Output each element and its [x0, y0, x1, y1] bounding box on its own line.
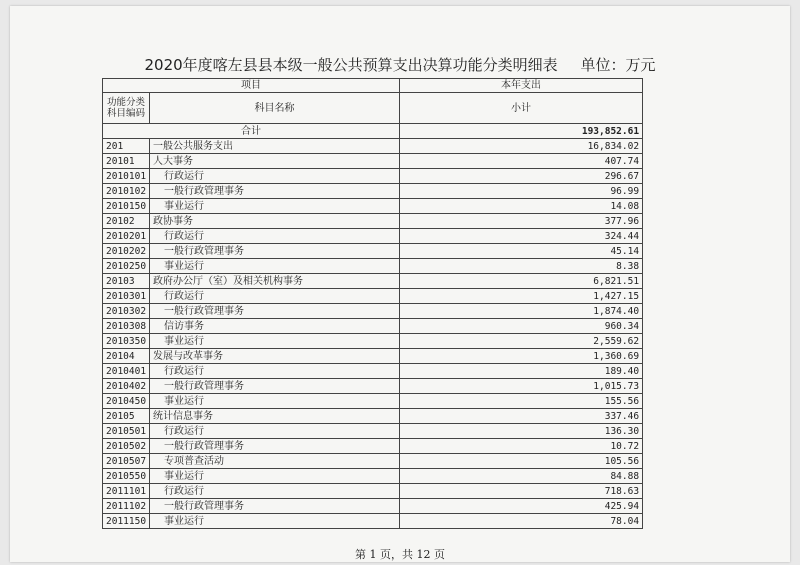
row-amount: 105.56	[400, 454, 643, 469]
row-name: 事业运行	[150, 259, 400, 274]
row-amount: 1,427.15	[400, 289, 643, 304]
row-amount: 425.94	[400, 499, 643, 514]
row-name: 一般公共服务支出	[150, 139, 400, 154]
table-row	[103, 349, 643, 364]
table-row	[103, 394, 643, 409]
row-name: 一般行政管理事务	[150, 184, 400, 199]
row-amount: 1,874.40	[400, 304, 643, 319]
table-row	[103, 184, 643, 199]
table-row	[103, 379, 643, 394]
row-code: 2010301	[103, 289, 150, 304]
row-amount: 96.99	[400, 184, 643, 199]
total-label: 合计	[103, 124, 400, 139]
table-row	[103, 139, 643, 154]
row-name: 人大事务	[150, 154, 400, 169]
row-name: 一般行政管理事务	[150, 304, 400, 319]
table-row	[103, 514, 643, 529]
row-code: 2011102	[103, 499, 150, 514]
row-name: 事业运行	[150, 469, 400, 484]
row-code: 20103	[103, 274, 150, 289]
row-name: 事业运行	[150, 514, 400, 529]
row-name: 事业运行	[150, 199, 400, 214]
header-code: 功能分类科目编码	[103, 93, 150, 124]
row-code: 2010250	[103, 259, 150, 274]
row-name: 行政运行	[150, 229, 400, 244]
row-name: 发展与改革事务	[150, 349, 400, 364]
table-row	[103, 424, 643, 439]
row-name: 行政运行	[150, 424, 400, 439]
row-name: 一般行政管理事务	[150, 244, 400, 259]
title-text: 2020年度喀左县县本级一般公共预算支出决算功能分类明细表	[144, 56, 558, 74]
document-page	[10, 6, 790, 562]
row-code: 2010302	[103, 304, 150, 319]
row-amount: 10.72	[400, 439, 643, 454]
header-subtotal: 小计	[400, 93, 643, 124]
total-row	[103, 124, 643, 139]
table-row	[103, 409, 643, 424]
table-row	[103, 154, 643, 169]
row-code: 2010202	[103, 244, 150, 259]
row-name: 信访事务	[150, 319, 400, 334]
row-name: 行政运行	[150, 364, 400, 379]
row-code: 20102	[103, 214, 150, 229]
row-amount: 136.30	[400, 424, 643, 439]
row-amount: 84.88	[400, 469, 643, 484]
table-row	[103, 289, 643, 304]
document-title	[10, 54, 790, 75]
row-name: 一般行政管理事务	[150, 499, 400, 514]
row-code: 2010101	[103, 169, 150, 184]
row-amount: 377.96	[400, 214, 643, 229]
row-amount: 6,821.51	[400, 274, 643, 289]
row-name: 政府办公厅（室）及相关机构事务	[150, 274, 400, 289]
row-amount: 337.46	[400, 409, 643, 424]
row-name: 一般行政管理事务	[150, 439, 400, 454]
row-name: 事业运行	[150, 394, 400, 409]
row-name: 行政运行	[150, 289, 400, 304]
total-amount: 193,852.61	[400, 124, 643, 139]
row-name: 统计信息事务	[150, 409, 400, 424]
row-amount: 960.34	[400, 319, 643, 334]
header-row-2	[103, 93, 643, 124]
table-row	[103, 304, 643, 319]
row-name: 行政运行	[150, 169, 400, 184]
row-amount: 1,360.69	[400, 349, 643, 364]
row-name: 事业运行	[150, 334, 400, 349]
row-code: 2010201	[103, 229, 150, 244]
row-code: 2010550	[103, 469, 150, 484]
table-row	[103, 319, 643, 334]
budget-table	[102, 78, 643, 529]
row-code: 20101	[103, 154, 150, 169]
row-code: 2010350	[103, 334, 150, 349]
header-name: 科目名称	[150, 93, 400, 124]
row-amount: 718.63	[400, 484, 643, 499]
row-code: 2010450	[103, 394, 150, 409]
row-code: 2010401	[103, 364, 150, 379]
row-amount: 296.67	[400, 169, 643, 184]
header-current-year: 本年支出	[400, 79, 643, 93]
row-amount: 324.44	[400, 229, 643, 244]
row-code: 2011150	[103, 514, 150, 529]
header-row-1	[103, 79, 643, 93]
row-amount: 16,834.02	[400, 139, 643, 154]
unit-label: 单位：万元	[580, 56, 656, 74]
row-name: 专项普查活动	[150, 454, 400, 469]
row-amount: 407.74	[400, 154, 643, 169]
table-row	[103, 499, 643, 514]
row-amount: 14.08	[400, 199, 643, 214]
table-row	[103, 364, 643, 379]
row-name: 政协事务	[150, 214, 400, 229]
header-item: 项目	[103, 79, 400, 93]
row-code: 2010150	[103, 199, 150, 214]
table-row	[103, 469, 643, 484]
row-code: 2010308	[103, 319, 150, 334]
table-row	[103, 439, 643, 454]
row-code: 2010402	[103, 379, 150, 394]
row-name: 一般行政管理事务	[150, 379, 400, 394]
row-amount: 155.56	[400, 394, 643, 409]
row-code: 2011101	[103, 484, 150, 499]
row-amount: 8.38	[400, 259, 643, 274]
row-amount: 1,015.73	[400, 379, 643, 394]
row-amount: 189.40	[400, 364, 643, 379]
table-row	[103, 454, 643, 469]
row-amount: 45.14	[400, 244, 643, 259]
table-row	[103, 244, 643, 259]
row-code: 2010501	[103, 424, 150, 439]
row-code: 201	[103, 139, 150, 154]
row-code: 2010102	[103, 184, 150, 199]
row-code: 20104	[103, 349, 150, 364]
row-amount: 2,559.62	[400, 334, 643, 349]
page-footer: 第 1 页，共 12 页	[355, 548, 445, 561]
row-name: 行政运行	[150, 484, 400, 499]
row-code: 2010502	[103, 439, 150, 454]
table-row	[103, 199, 643, 214]
table-row	[103, 484, 643, 499]
row-amount: 78.04	[400, 514, 643, 529]
table-row	[103, 214, 643, 229]
table-row	[103, 334, 643, 349]
row-code: 2010507	[103, 454, 150, 469]
table-row	[103, 229, 643, 244]
row-code: 20105	[103, 409, 150, 424]
table-row	[103, 274, 643, 289]
table-row	[103, 259, 643, 274]
table-row	[103, 169, 643, 184]
